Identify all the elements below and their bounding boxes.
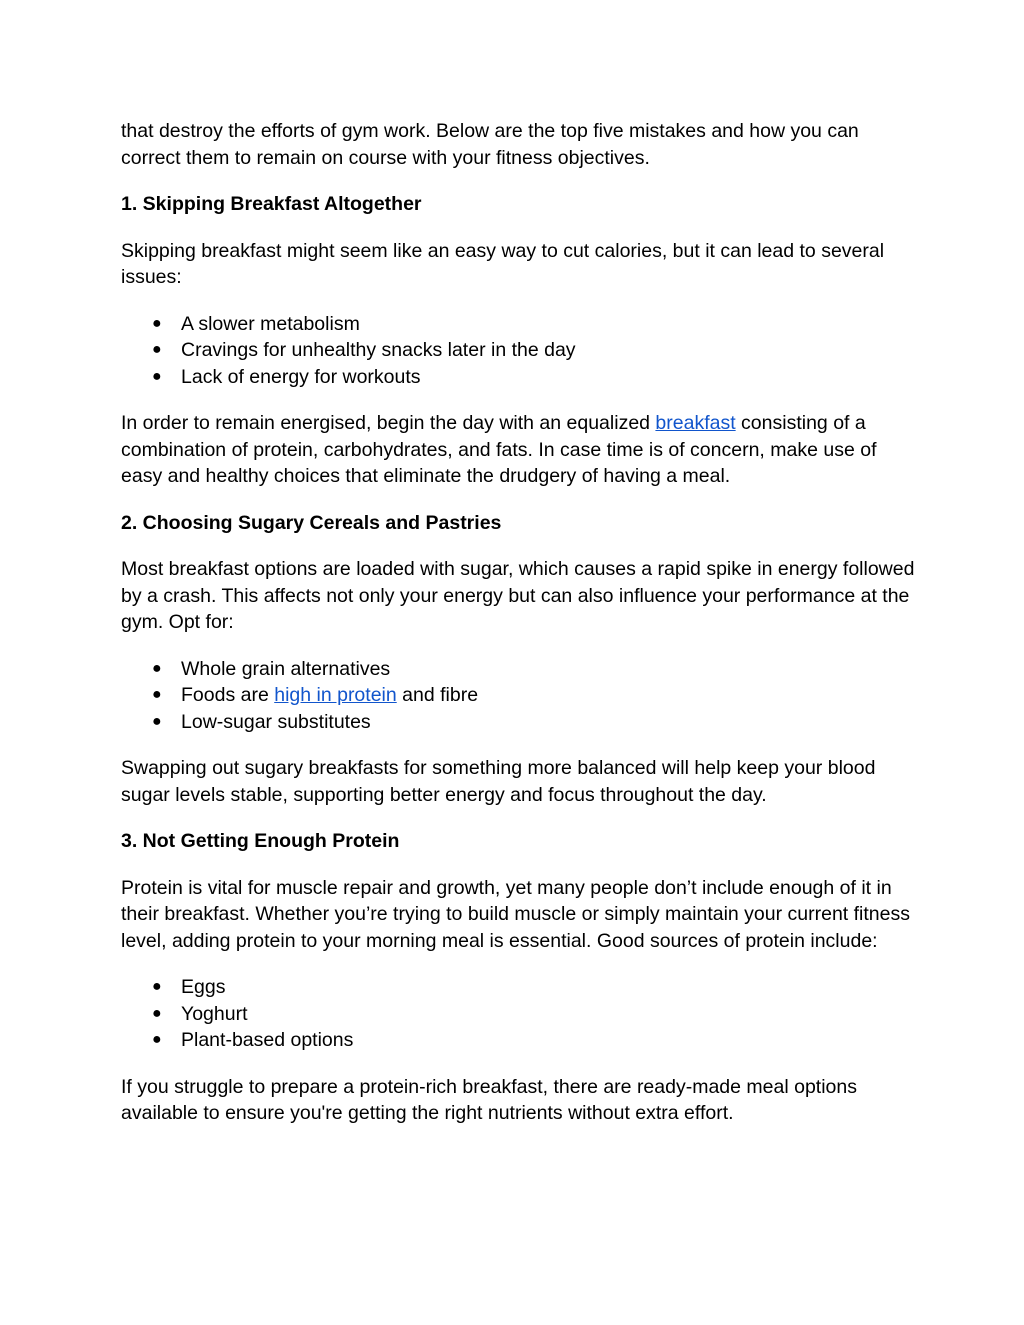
breakfast-link[interactable]: breakfast (655, 412, 736, 434)
paragraph-text: consisting of a combination of protein, carbohydrates, and fats. In case time is of concern, make use of easy and healthy choices that eliminate the drudgery of having a meal. (121, 412, 877, 487)
list-item (121, 682, 921, 709)
list-item-text: Low-sugar substitutes (181, 710, 371, 733)
section3-paragraph: Protein is vital for muscle repair and growth, yet many people don’t include enough of it in their breakfast. Whether you’re trying to build muscle or simply maintain your current fitness level, adding protein to your morning meal is essential. Good sources of protein include: (121, 876, 910, 952)
bullet-icon: ● (152, 341, 162, 358)
bullet-icon: ● (152, 659, 162, 677)
list-item (121, 1027, 921, 1054)
section-heading-skipping-breakfast: 1. Skipping Breakfast Altogether (121, 193, 422, 215)
section2-conclusion-paragraph: Swapping out sugary breakfasts for something more balanced will help keep your blood sugar levels stable, supporting better energy and focus throughout the day. (121, 757, 876, 806)
list-item-text: Yoghurt (181, 1002, 248, 1025)
section3-conclusion-paragraph: If you struggle to prepare a protein-rich breakfast, there are ready-made meal options available to ensure you're getting the right nutrients without extra effort. (121, 1075, 857, 1124)
list-item-text: A slower metabolism (181, 312, 360, 335)
bullet-icon: ● (152, 978, 162, 995)
intro-paragraph: that destroy the efforts of gym work. Below are the top five mistakes and how you can correct them to remain on course with your fitness objectives. (121, 120, 859, 169)
list-item (121, 364, 921, 391)
list-item (121, 974, 921, 1001)
bullet-icon: ● (152, 686, 162, 703)
list-item-text: Whole grain alternatives (181, 657, 391, 680)
section2-paragraph: Most breakfast options are loaded with sugar, which causes a rapid spike in energy followed by a crash. This affects not only your energy but can also influence your performance at the gym. Opt for: (121, 558, 915, 633)
section2-bullet-list (121, 656, 921, 736)
section1-bullet-list (121, 311, 921, 391)
bullet-icon: ● (152, 712, 162, 730)
section1-paragraph: Skipping breakfast might seem like an easy way to cut calories, but it can lead to several issues: (121, 239, 885, 288)
list-item-text: Cravings for unhealthy snacks later in the day (181, 339, 576, 361)
list-item-text: Plant-based options (181, 1029, 354, 1051)
list-item (121, 311, 921, 338)
section-heading-sugary-cereals: 2. Choosing Sugary Cereals and Pastries (121, 511, 502, 534)
list-item (121, 1001, 921, 1028)
bullet-icon: ● (152, 367, 162, 385)
list-item-text: Lack of energy for workouts (181, 365, 421, 388)
list-item-text: Foods are (181, 684, 275, 706)
list-item-text: and fibre (396, 684, 479, 706)
bullet-icon: ● (152, 1004, 162, 1022)
list-item (121, 337, 921, 364)
list-item (121, 656, 921, 683)
section1-advice-paragraph (121, 410, 921, 490)
high-in-protein-link[interactable]: high in protein (274, 684, 397, 706)
section3-bullet-list (121, 974, 921, 1054)
bullet-icon: ● (152, 314, 162, 332)
paragraph-text: In order to remain energised, begin the day with an equalized (121, 412, 656, 434)
list-item (121, 709, 921, 736)
bullet-icon: ● (152, 1031, 162, 1048)
document-page (121, 118, 921, 1147)
section-heading-protein: 3. Not Getting Enough Protein (121, 830, 400, 852)
list-item-text: Eggs (181, 976, 226, 998)
